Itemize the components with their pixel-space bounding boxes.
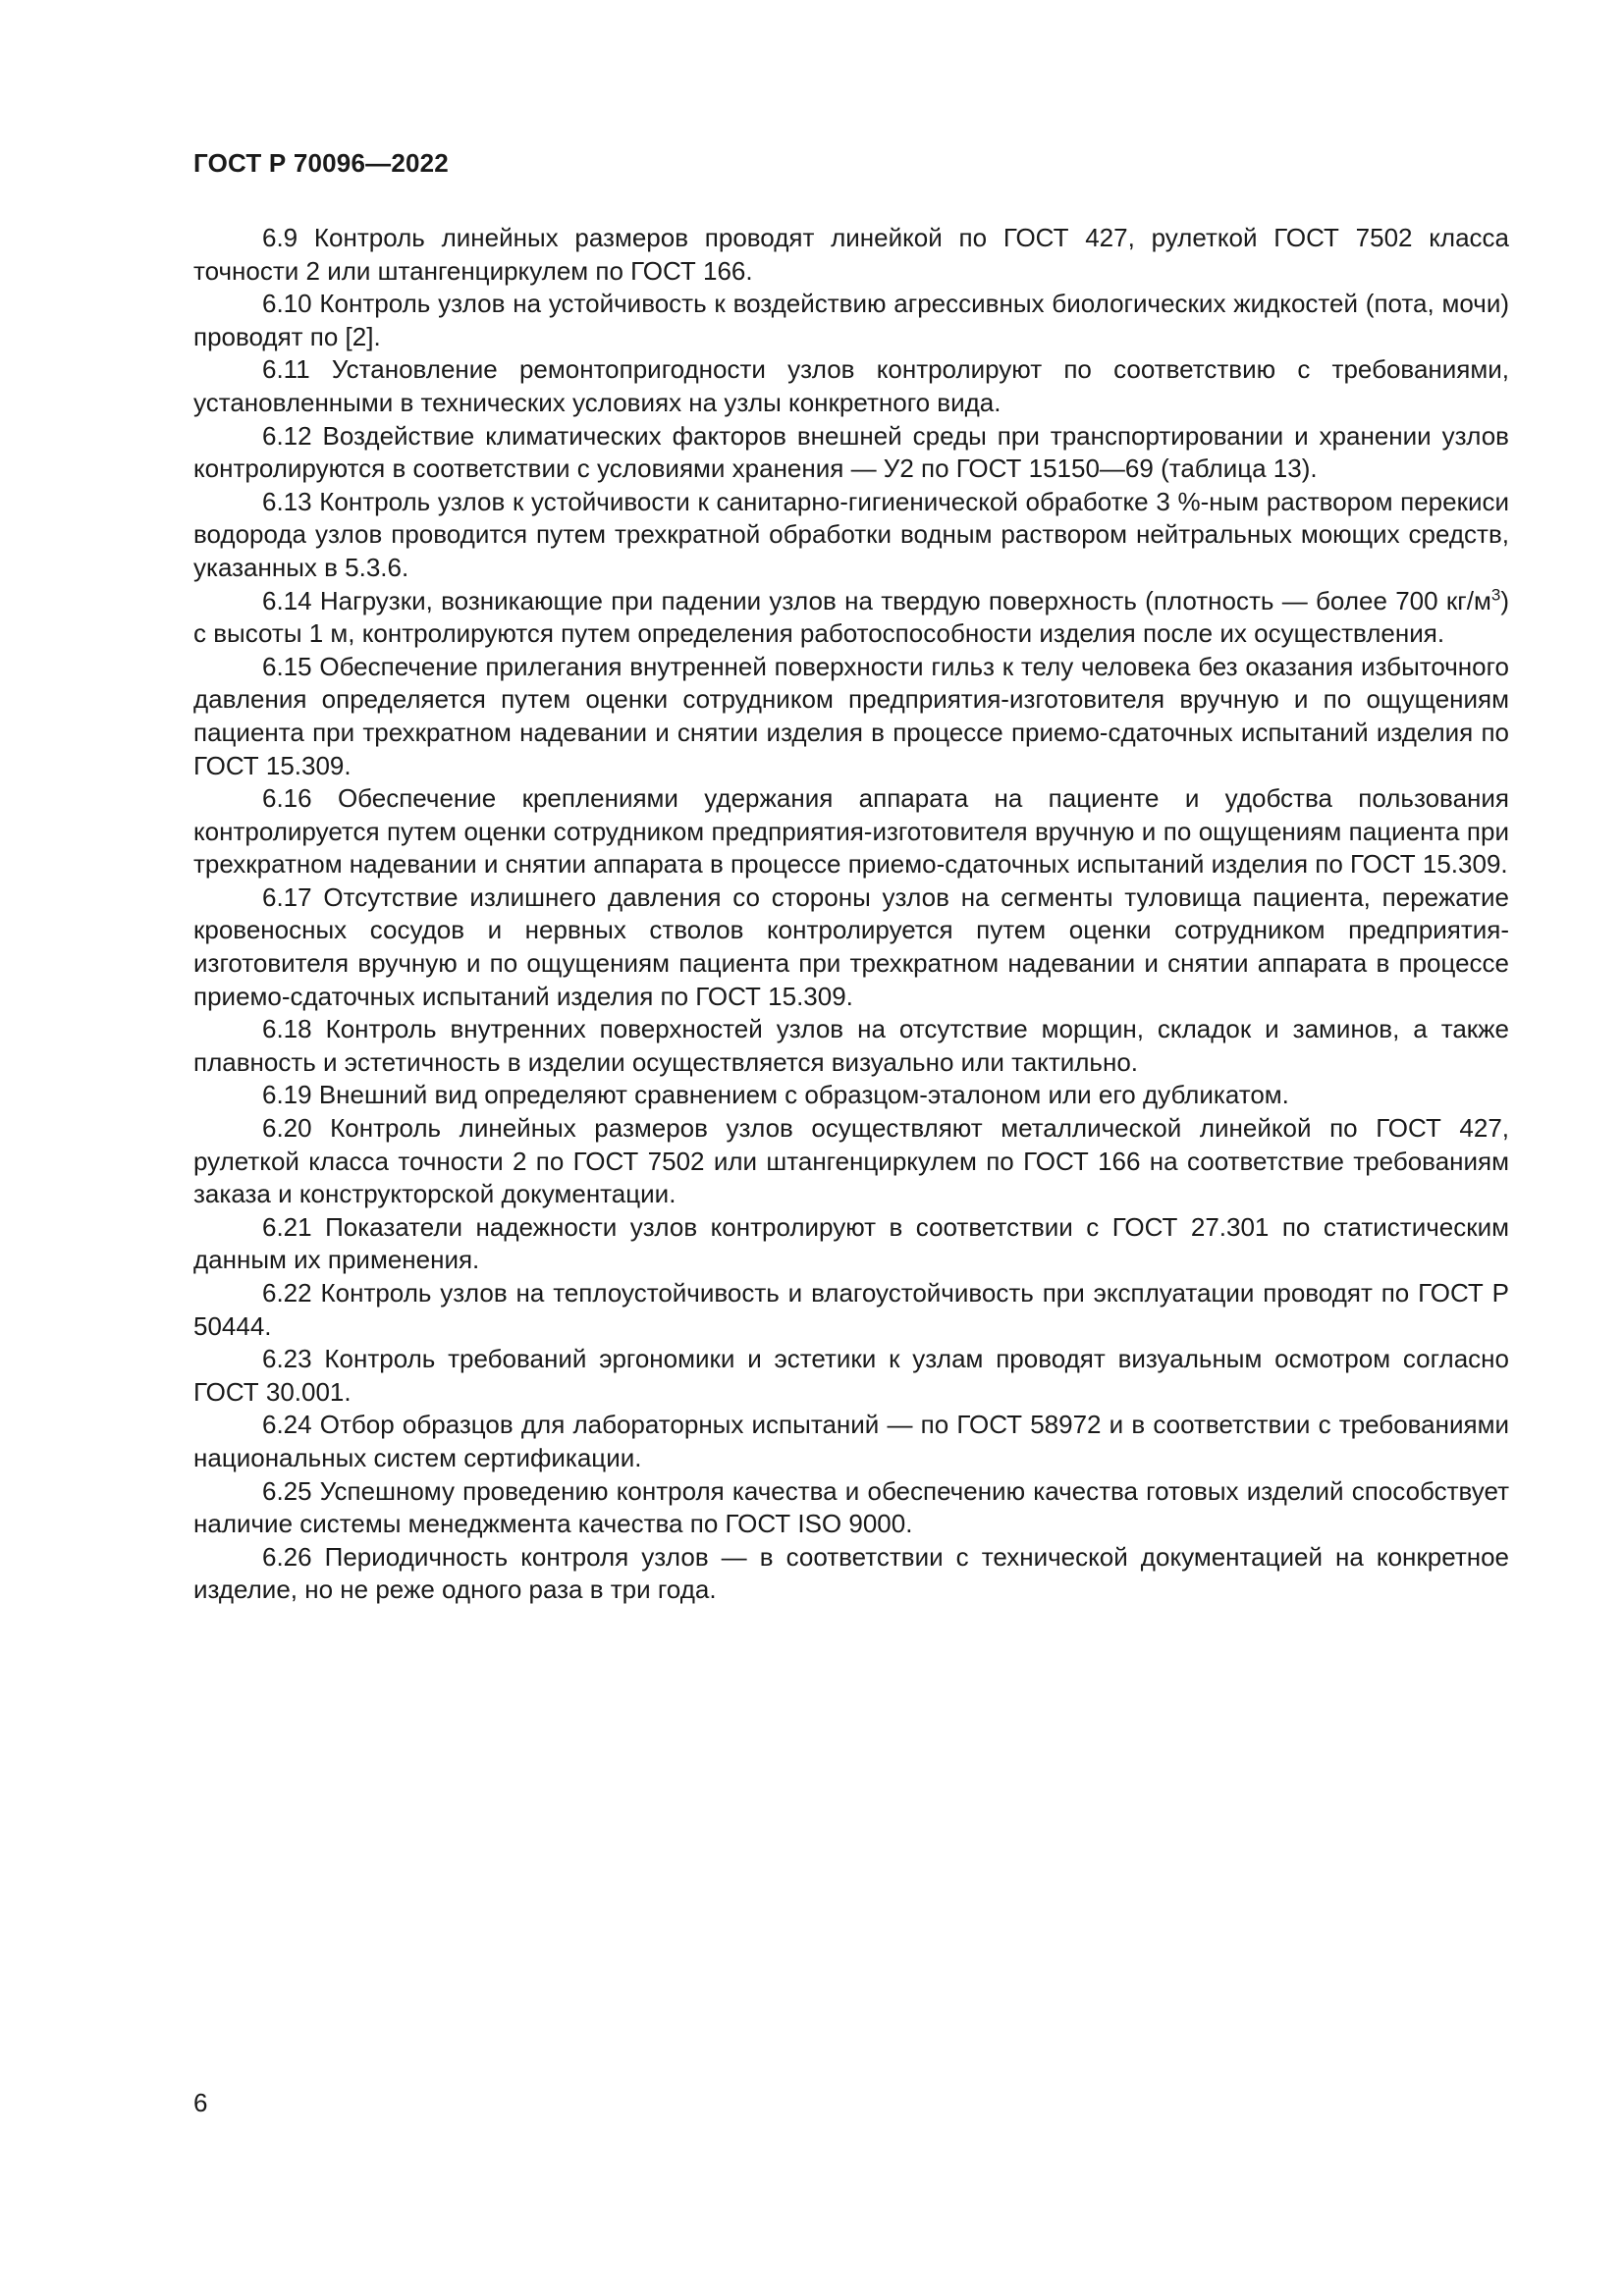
- paragraph-6-25: 6.25 Успешному проведению контроля качества и обеспечению качества готовых изделий способствует наличие системы менеджмента качества по ГОСТ ISO 9000.: [193, 1475, 1509, 1539]
- paragraph-6-16: 6.16 Обеспечение креплениями удержания аппарата на пациенте и удобства пользования контролируется путем оценки сотрудником предприятия-изготовителя вручную и по ощущениям пациента при трехкратном надевании и снятии аппарата в процессе приемо-сдаточных испытаний изделия по ГОСТ 15.309.: [193, 783, 1509, 880]
- document-body: [193, 222, 1509, 1607]
- paragraph-6-14-part-2: ) с высоты 1 м, контролируются путем определения работоспособности изделия после их осуществления.: [193, 585, 1509, 649]
- paragraph-6-23: 6.23 Контроль требований эргономики и эстетики к узлам проводят визуальным осмотром согласно ГОСТ 30.001.: [193, 1344, 1509, 1407]
- paragraph-6-11: 6.11 Установление ремонтопригодности узлов контролируют по соответствию с требованиями, установленными в технических условиях на узлы конкретного вида.: [193, 354, 1509, 417]
- document-header-code: ГОСТ Р 70096—2022: [193, 148, 449, 178]
- paragraph-6-13: 6.13 Контроль узлов к устойчивости к санитарно-гигиенической обработке 3 %-ным раствором перекиси водорода узлов проводится путем трехкратной обработки водным раствором нейтральных моющих средств, указанных в 5.3.6.: [193, 486, 1509, 582]
- paragraph-6-21: 6.21 Показатели надежности узлов контролируют в соответствии с ГОСТ 27.301 по статистическим данным их применения.: [193, 1211, 1509, 1275]
- page-number: 6: [193, 2088, 208, 2117]
- superscript-cubic: 3: [1490, 584, 1501, 604]
- paragraph-6-10: 6.10 Контроль узлов на устойчивость к воздействию агрессивных биологических жидкостей (пота, мочи) проводят по [2].: [193, 289, 1509, 351]
- paragraph-6-14-part-1: 6.14 Нагрузки, возникающие при падении узлов на твердую поверхность (плотность — более 700 кг/м: [262, 585, 1491, 615]
- paragraph-6-14: [193, 585, 1509, 651]
- paragraph-6-22: 6.22 Контроль узлов на теплоустойчивость и влагоустойчивость при эксплуатации проводят по ГОСТ Р 50444.: [193, 1278, 1509, 1341]
- paragraph-6-17: 6.17 Отсутствие излишнего давления со стороны узлов на сегменты туловища пациента, пережатие кровеносных сосудов и нервных стволов контролируется путем оценки сотрудником предприятия-изготовителя вручную и по ощущениям пациента при трехкратном надевании и снятии аппарата в процессе приемо-сдаточных испытаний изделия по ГОСТ 15.309.: [193, 881, 1509, 1011]
- paragraph-6-19: 6.19 Внешний вид определяют сравнением с образцом-эталоном или его дубликатом.: [262, 1080, 1289, 1110]
- paragraph-6-18: 6.18 Контроль внутренних поверхностей узлов на отсутствие морщин, складок и заминов, а также плавность и эстетичность в изделии осуществляется визуально или тактильно.: [193, 1014, 1509, 1077]
- paragraph-6-9: 6.9 Контроль линейных размеров проводят линейкой по ГОСТ 427, рулеткой ГОСТ 7502 класса точности 2 или штангенциркулем по ГОСТ 166.: [193, 223, 1509, 286]
- paragraph-6-12: 6.12 Воздействие климатических факторов внешней среды при транспортировании и хранении узлов контролируются в соответствии с условиями хранения — У2 по ГОСТ 15150—69 (таблица 13).: [193, 420, 1509, 484]
- paragraph-6-20: 6.20 Контроль линейных размеров узлов осуществляют металлической линейкой по ГОСТ 427, рулеткой класса точности 2 по ГОСТ 7502 или штангенциркулем по ГОСТ 166 на соответствие требованиям заказа и конструкторской документации.: [193, 1113, 1509, 1209]
- paragraph-6-26: 6.26 Периодичность контроля узлов — в соответствии с технической документацией на конкретное изделие, но не реже одного раза в три года.: [193, 1541, 1509, 1605]
- paragraph-6-24: 6.24 Отбор образцов для лабораторных испытаний — по ГОСТ 58972 и в соответствии с требованиями национальных систем сертификации.: [193, 1410, 1509, 1472]
- paragraph-6-15: 6.15 Обеспечение прилегания внутренней поверхности гильз к телу человека без оказания избыточного давления определяется путем оценки сотрудником предприятия-изготовителя вручную и по ощущениям пациента при трехкратном надевании и снятии изделия в процессе приемо-сдаточных испытаний изделия по ГОСТ 15.309.: [193, 651, 1509, 780]
